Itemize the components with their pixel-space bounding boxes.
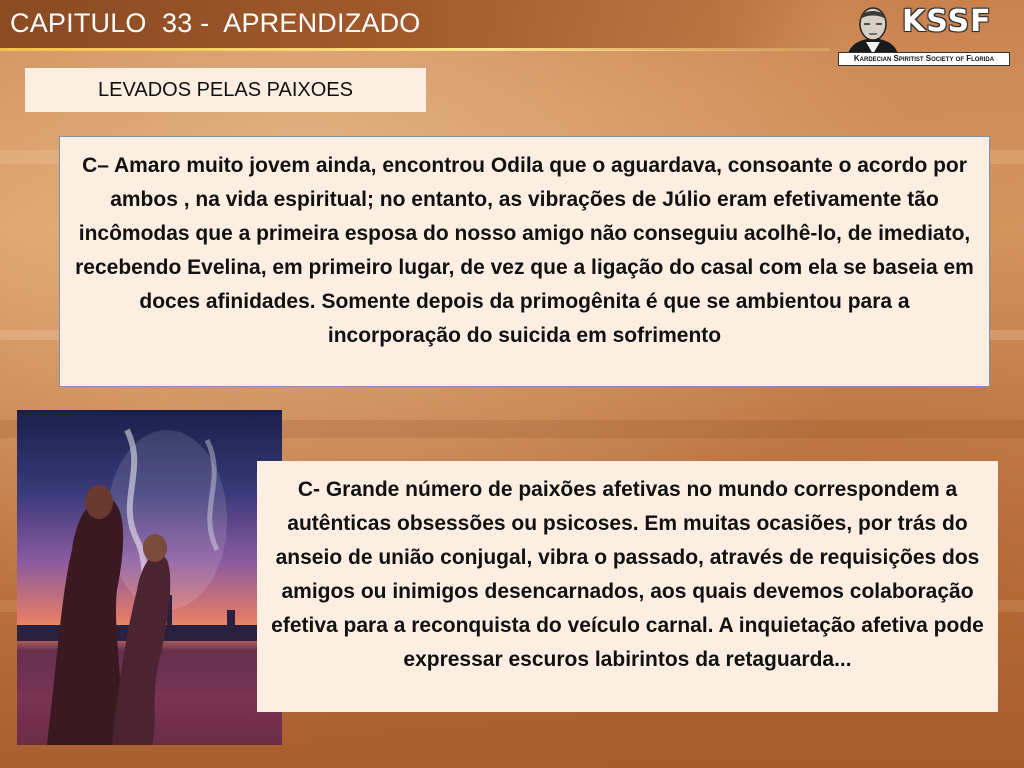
kssf-logo xyxy=(838,2,1010,66)
paragraph-box-2 xyxy=(257,461,998,712)
logo-subtitle: Kardecian Spiritist Society of Florida xyxy=(838,52,1010,66)
couple-sunset-image xyxy=(17,410,282,745)
title-bar xyxy=(0,0,840,50)
section-subtitle: LEVADOS PELAS PAIXOES xyxy=(98,78,353,101)
paragraph-2-text: C- Grande número de paixões afetivas no mundo correspondem a autênticas obsessões ou psicoses. Em muitas ocasiões, por trás do anseio de união conjugal, vibra o passado, através de requisições dos amigos ou inimigos desencarnados, aos quais devemos colaboração efetiva para a reconquista do veículo carnal. A inquietação afetiva pode expressar escuros labirintos da retaguarda... xyxy=(271,478,984,671)
logo-wordmark: KSSF xyxy=(902,4,992,39)
section-subtitle-box xyxy=(25,68,426,112)
paragraph-box-1 xyxy=(59,136,990,387)
page-title: CAPITULO 33 - APRENDIZADO xyxy=(10,8,421,38)
title-underline xyxy=(0,48,830,51)
paragraph-1-text: C– Amaro muito jovem ainda, encontrou Odila que o aguardava, consoante o acordo por ambos , na vida espiritual; no entanto, as vibrações de Júlio eram efetivamente tão incômodas que a primeira esposa do nosso amigo não conseguiu acolhê-lo, de imediato, recebendo Evelina, em primeiro lugar, de vez que a ligação do casal com ela se baseia em doces afinidades. Somente depois da primogênita é que se ambientou para a incorporação do suicida em sofrimento xyxy=(75,154,974,347)
